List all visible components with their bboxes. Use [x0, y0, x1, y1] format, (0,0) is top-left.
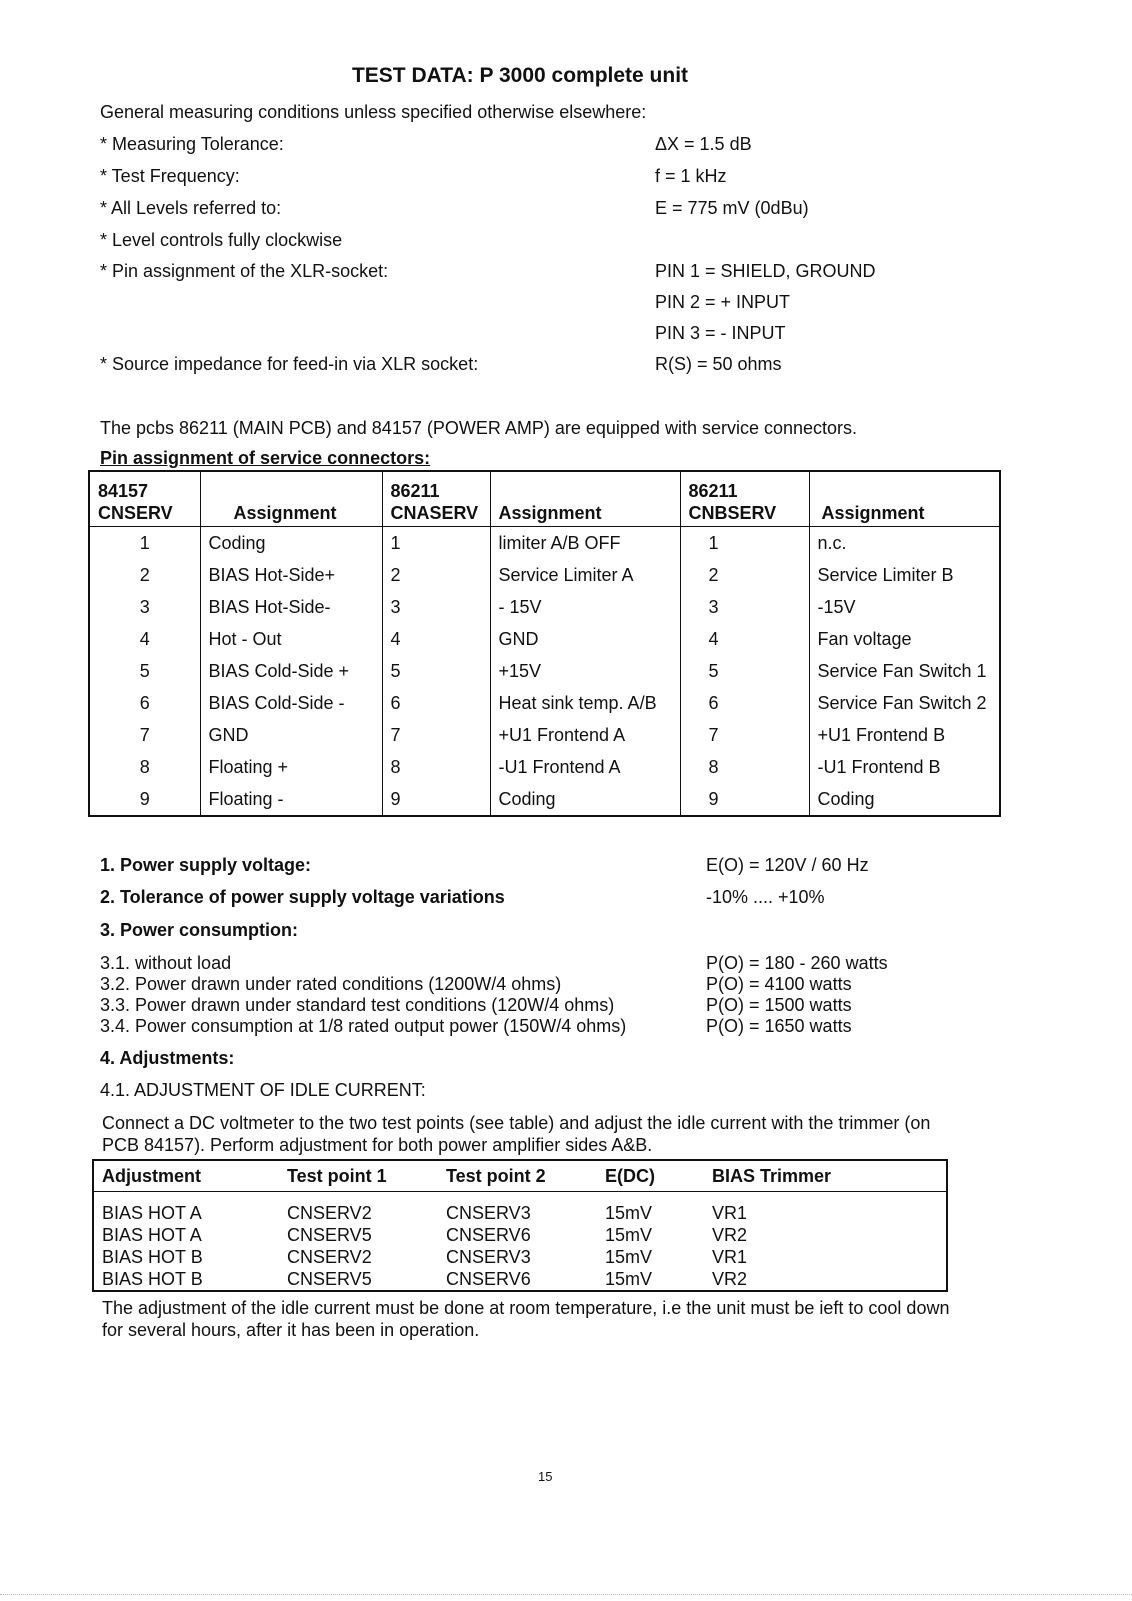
pin-table-cell: 8: [139, 756, 150, 777]
pin-table-cell: 6: [680, 687, 809, 719]
condition-label: * Level controls fully clockwise: [100, 230, 343, 250]
pin-table-cell: -U1 Frontend B: [809, 751, 1000, 783]
condition-label: * Measuring Tolerance:: [100, 134, 284, 154]
pin-table-header-cell: [382, 471, 490, 527]
consumption-label: 3.4. Power consumption at 1/8 rated output power (150W/4 ohms): [100, 1016, 627, 1036]
section-heading: 2. Tolerance of power supply voltage variations: [100, 887, 505, 907]
adj-table-header-cell: Test point 2: [438, 1160, 597, 1192]
condition-label: * Source impedance for feed-in via XLR socket:: [100, 354, 479, 374]
pin-table-row: [89, 719, 1000, 751]
condition-value: PIN 2 = + INPUT: [655, 292, 791, 312]
idle-current-heading: 4.1. ADJUSTMENT OF IDLE CURRENT:: [100, 1080, 426, 1100]
pin-table-cell: 7: [382, 719, 490, 751]
pin-table-cell: 9: [680, 783, 809, 816]
adj-table-row: [93, 1246, 947, 1268]
pin-table-cell: Service Limiter B: [809, 559, 1000, 591]
adj-table-header-cell: BIAS Trimmer: [704, 1160, 947, 1192]
condition-label: * Pin assignment of the XLR-socket:: [100, 261, 389, 281]
section-value: -10% .... +10%: [706, 887, 825, 907]
adj-table-cell: VR2: [712, 1269, 748, 1289]
pin-table-row: [89, 591, 1000, 623]
adj-table-header-cell: E(DC): [597, 1160, 704, 1192]
pin-table-header-cell: [200, 471, 382, 527]
adj-table-header-cell: Adjustment: [93, 1160, 279, 1192]
header-line-2: Assignment: [498, 503, 602, 523]
pin-table-cell: 3: [680, 591, 809, 623]
adj-table-cell: CNSERV3: [446, 1247, 531, 1267]
pin-table-cell: 3: [139, 596, 150, 617]
pin-table-row: [89, 559, 1000, 591]
adj-table-row: [93, 1224, 947, 1246]
adj-table-cell: BIAS HOT B: [102, 1269, 203, 1289]
header-line-1: 86211: [688, 481, 738, 501]
pin-table-cell: 4: [680, 623, 809, 655]
condition-value: ΔX = 1.5 dB: [655, 134, 752, 154]
section-heading: 3. Power consumption:: [100, 920, 299, 940]
pin-table-cell: 8: [680, 751, 809, 783]
pin-table-cell: GND: [200, 719, 382, 751]
condition-value: f = 1 kHz: [655, 166, 727, 186]
closing-note: The adjustment of the idle current must be done at room temperature, i.e the unit must be ieft to cool down for several hours, after it has been in operation.: [102, 1298, 950, 1340]
pin-table-cell: -15V: [809, 591, 1000, 623]
condition-value: PIN 1 = SHIELD, GROUND: [655, 261, 876, 281]
pin-table-cell: +U1 Frontend B: [809, 719, 1000, 751]
consumption-value: P(O) = 1500 watts: [706, 995, 852, 1015]
pin-table-cell: 2: [139, 564, 150, 585]
pin-table-cell: 2: [680, 559, 809, 591]
pin-table-cell: 3: [382, 591, 490, 623]
header-line-1: 86211: [390, 481, 440, 501]
header-line-1: 84157: [98, 481, 149, 501]
adj-table-cell: BIAS HOT A: [102, 1225, 202, 1245]
condition-label: * All Levels referred to:: [100, 198, 282, 218]
consumption-label: 3.1. without load: [100, 953, 232, 973]
pin-table-cell: Floating -: [200, 783, 382, 816]
pin-table-cell: Coding: [200, 527, 382, 560]
adj-table-header-cell: Test point 1: [279, 1160, 438, 1192]
condition-value: E = 775 mV (0dBu): [655, 198, 809, 218]
header-line-2: CNBSERV: [688, 503, 777, 523]
pin-table-row: [89, 655, 1000, 687]
pin-table-row: [89, 751, 1000, 783]
pin-table-cell: 9: [139, 788, 150, 809]
header-line-2: Assignment: [233, 503, 337, 523]
adj-table-cell: CNSERV6: [446, 1225, 531, 1245]
adj-table-row: [93, 1192, 947, 1225]
adj-table-cell: BIAS HOT A: [102, 1203, 202, 1223]
section-heading: 1. Power supply voltage:: [100, 855, 312, 875]
pin-table-header-row: [89, 471, 1000, 527]
pin-table-cell: 5: [680, 655, 809, 687]
pin-assignment-table: [88, 470, 1001, 817]
pin-table-cell: - 15V: [490, 591, 680, 623]
adj-table-cell: CNSERV3: [446, 1203, 531, 1223]
pin-table-cell: 2: [382, 559, 490, 591]
condition-value: R(S) = 50 ohms: [655, 354, 782, 374]
general-conditions-intro: General measuring conditions unless specified otherwise elsewhere:: [100, 102, 647, 122]
header-line-1: [499, 480, 680, 502]
pin-table-cell: 1: [382, 527, 490, 560]
adj-table-cell: CNSERV2: [287, 1203, 372, 1223]
pin-table-cell: n.c.: [809, 527, 1000, 560]
adj-table-cell: 15mV: [605, 1269, 653, 1289]
adj-table-cell: CNSERV5: [287, 1269, 372, 1289]
idle-adjustment-table: [92, 1159, 948, 1292]
pin-table-cell: Service Fan Switch 1: [809, 655, 1000, 687]
pin-table-cell: 7: [680, 719, 809, 751]
pin-table-cell: 7: [139, 724, 150, 745]
adj-table-cell: VR2: [712, 1225, 748, 1245]
pin-table-cell: -U1 Frontend A: [490, 751, 680, 783]
pin-table-header-cell: [490, 471, 680, 527]
condition-label: * Test Frequency:: [100, 166, 240, 186]
pin-table-cell: BIAS Hot-Side-: [200, 591, 382, 623]
adj-table-cell: BIAS HOT B: [102, 1247, 203, 1267]
adj-table-cell: CNSERV2: [287, 1247, 372, 1267]
adj-table-cell: 15mV: [605, 1225, 653, 1245]
pin-assignment-heading: Pin assignment of service connectors:: [100, 448, 431, 468]
adj-table-header-row: [93, 1160, 947, 1192]
adj-table-cell: VR1: [712, 1203, 748, 1223]
consumption-value: P(O) = 1650 watts: [706, 1016, 852, 1036]
idle-current-instructions: Connect a DC voltmeter to the two test points (see table) and adjust the idle current with the trimmer (on PCB 84157). Perform adjustment for both power amplifier sides A&B.: [102, 1113, 931, 1155]
page-title: TEST DATA: P 3000 complete unit: [351, 64, 689, 87]
header-line-2: CNASERV: [390, 503, 479, 523]
pin-table-header-cell: [809, 471, 1000, 527]
pin-table-cell: 4: [139, 628, 150, 649]
header-line-2: Assignment: [821, 503, 925, 523]
pin-table-cell: GND: [490, 623, 680, 655]
pin-table-cell: Service Limiter A: [490, 559, 680, 591]
consumption-value: P(O) = 4100 watts: [706, 974, 852, 994]
pin-table-cell: 1: [139, 532, 150, 553]
pin-table-cell: 5: [139, 660, 150, 681]
header-line-2: CNSERV: [98, 503, 173, 523]
pin-table-cell: BIAS Cold-Side -: [200, 687, 382, 719]
pin-table-cell: 1: [680, 527, 809, 560]
pin-table-cell: Service Fan Switch 2: [809, 687, 1000, 719]
pin-table-header-cell: [89, 471, 200, 527]
adj-table-cell: CNSERV6: [446, 1269, 531, 1289]
pin-table-cell: Coding: [809, 783, 1000, 816]
page-number: 15: [538, 1469, 553, 1484]
pin-table-header-cell: [680, 471, 809, 527]
page-edge-divider: [0, 1594, 1132, 1595]
pcbs-note: The pcbs 86211 (MAIN PCB) and 84157 (POWER AMP) are equipped with service connectors.: [100, 418, 858, 438]
pin-table-cell: 5: [382, 655, 490, 687]
header-line-1: [822, 480, 1000, 502]
pin-table-row: [89, 783, 1000, 816]
pin-table-cell: +U1 Frontend A: [490, 719, 680, 751]
adjustments-heading: 4. Adjustments:: [100, 1048, 235, 1068]
pin-table-cell: 8: [382, 751, 490, 783]
pin-table-cell: +15V: [490, 655, 680, 687]
adj-table-cell: 15mV: [605, 1247, 653, 1267]
adj-table-cell: 15mV: [605, 1203, 653, 1223]
condition-value: PIN 3 = - INPUT: [655, 323, 786, 343]
pin-table-cell: BIAS Cold-Side +: [200, 655, 382, 687]
consumption-label: 3.2. Power drawn under rated conditions (1200W/4 ohms): [100, 974, 562, 994]
header-line-1: [234, 480, 382, 502]
pin-table-cell: Floating +: [200, 751, 382, 783]
adj-table-cell: CNSERV5: [287, 1225, 372, 1245]
pin-table-cell: BIAS Hot-Side+: [200, 559, 382, 591]
pin-table-cell: 6: [139, 692, 150, 713]
pin-table-cell: Coding: [490, 783, 680, 816]
pin-table-cell: Fan voltage: [809, 623, 1000, 655]
pin-table-cell: Heat sink temp. A/B: [490, 687, 680, 719]
section-value: E(O) = 120V / 60 Hz: [706, 855, 869, 875]
pin-table-cell: Hot - Out: [200, 623, 382, 655]
adj-table-row: [93, 1268, 947, 1291]
pin-table-cell: 9: [382, 783, 490, 816]
consumption-value: P(O) = 180 - 260 watts: [706, 953, 888, 973]
pin-table-row: [89, 687, 1000, 719]
adj-table-cell: VR1: [712, 1247, 748, 1267]
pin-table-cell: limiter A/B OFF: [490, 527, 680, 560]
consumption-label: 3.3. Power drawn under standard test conditions (120W/4 ohms): [100, 995, 615, 1015]
pin-table-row: [89, 623, 1000, 655]
pin-table-row: [89, 527, 1000, 560]
pin-table-cell: 6: [382, 687, 490, 719]
pin-table-cell: 4: [382, 623, 490, 655]
